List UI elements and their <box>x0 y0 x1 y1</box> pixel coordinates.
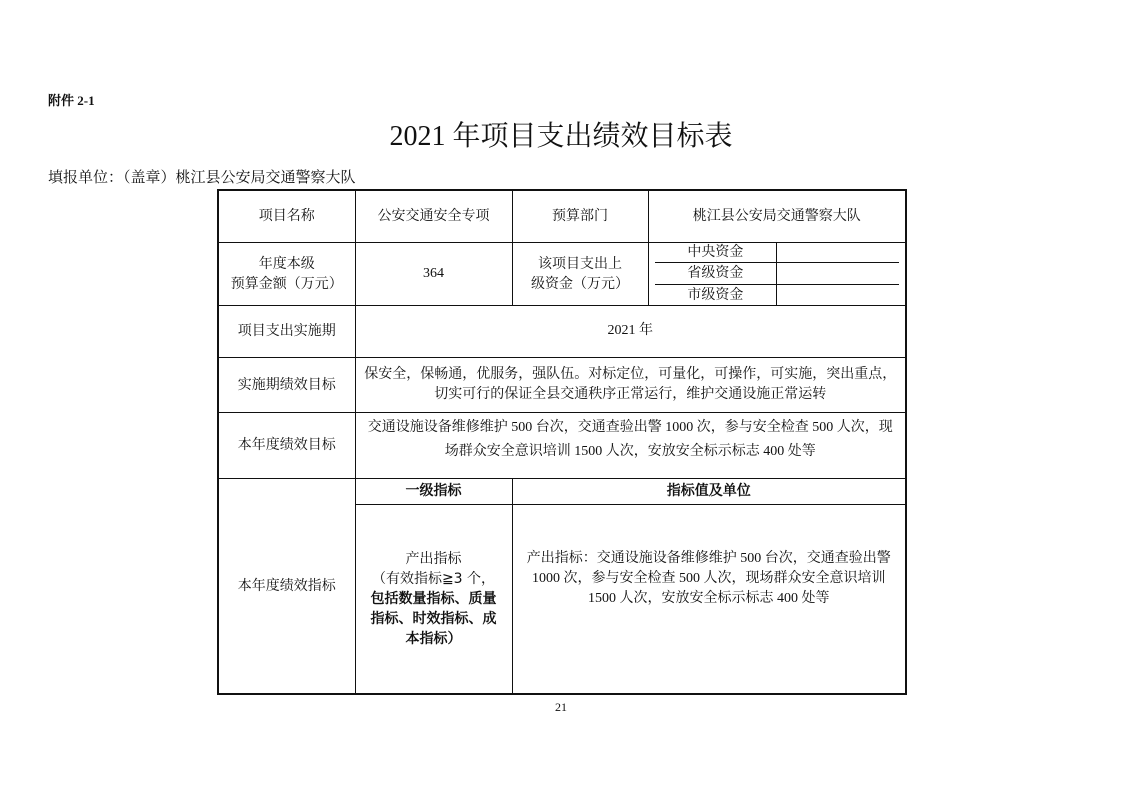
fund-row <box>655 263 900 284</box>
provincial-funds-label: 省级资金 <box>655 263 777 284</box>
annual-budget-label-line2: 预算金额（万元） <box>230 275 343 292</box>
annual-budget-label <box>218 242 355 305</box>
funds-table <box>655 243 900 305</box>
value-header: 指标值及单位 <box>512 478 906 504</box>
table-row <box>218 190 906 242</box>
project-name-label: 项目名称 <box>218 190 355 242</box>
city-funds-value <box>777 284 899 305</box>
provincial-funds-value <box>777 263 899 284</box>
fund-row <box>655 284 900 305</box>
period-label: 项目支出实施期 <box>218 305 355 357</box>
project-name-value: 公安交通安全专项 <box>355 190 512 242</box>
central-funds-label: 中央资金 <box>655 243 777 263</box>
budget-dept-value: 桃江县公安局交通警察大队 <box>648 190 906 242</box>
table-row <box>218 478 906 504</box>
filling-unit: 填报单位：（盖章）桃江县公安局交通警察大队 <box>48 170 356 186</box>
funds-breakdown <box>648 242 906 305</box>
table-row <box>218 242 906 305</box>
annual-budget-label-line1: 年度本级 <box>258 255 315 272</box>
fund-row <box>655 243 900 263</box>
superior-funds-label <box>512 242 648 305</box>
page-title: 2021 年项目支出绩效目标表 <box>389 121 733 152</box>
performance-goal-table <box>217 189 907 695</box>
annual-indicator-label: 本年度绩效指标 <box>218 478 355 694</box>
budget-dept-label: 预算部门 <box>512 190 648 242</box>
table-row <box>218 305 906 357</box>
output-indicator-desc: （有效指标≧3 个， <box>371 570 496 587</box>
superior-funds-label-line2: 级资金（万元） <box>531 275 629 292</box>
output-indicator-cell <box>355 504 512 694</box>
period-value: 2021 年 <box>355 305 906 357</box>
period-goal-value: 保安全，保畅通，优服务，强队伍。对标定位，可量化，可操作，可实施，突出重点，切实可行的保证全县交通秩序正常运行，维护交通设施正常运转 <box>355 357 906 412</box>
output-indicator-desc: 指标、时效指标、成 <box>370 610 497 627</box>
output-indicator-title: 产出指标 <box>405 550 462 567</box>
level1-header: 一级指标 <box>355 478 512 504</box>
output-indicator-desc: 包括数量指标、质量 <box>370 590 497 607</box>
output-indicator-desc: 本指标） <box>405 630 462 647</box>
central-funds-value <box>777 243 899 263</box>
output-indicator-value: 产出指标：交通设施设备维修维护 500 台次，交通查验出警 1000 次，参与安全检查 500 人次，现场群众安全意识培训 1500 人次，安放安全标示标志 400 处等 <box>512 504 906 694</box>
table-row <box>218 357 906 412</box>
page-number: 21 <box>555 700 567 714</box>
superior-funds-label-line1: 该项目支出上 <box>538 255 622 272</box>
period-goal-label: 实施期绩效目标 <box>218 357 355 412</box>
city-funds-label: 市级资金 <box>655 284 777 305</box>
table-row <box>218 412 906 478</box>
annual-goal-value: 交通设施设备维修维护 500 台次，交通查验出警 1000 次，参与安全检查 500 人次，现场群众安全意识培训 1500 人次，安放安全标示标志 400 处等 <box>355 412 906 478</box>
annual-goal-label: 本年度绩效目标 <box>218 412 355 478</box>
annual-budget-value: 364 <box>355 242 512 305</box>
attachment-label: 附件 2-1 <box>48 93 95 108</box>
